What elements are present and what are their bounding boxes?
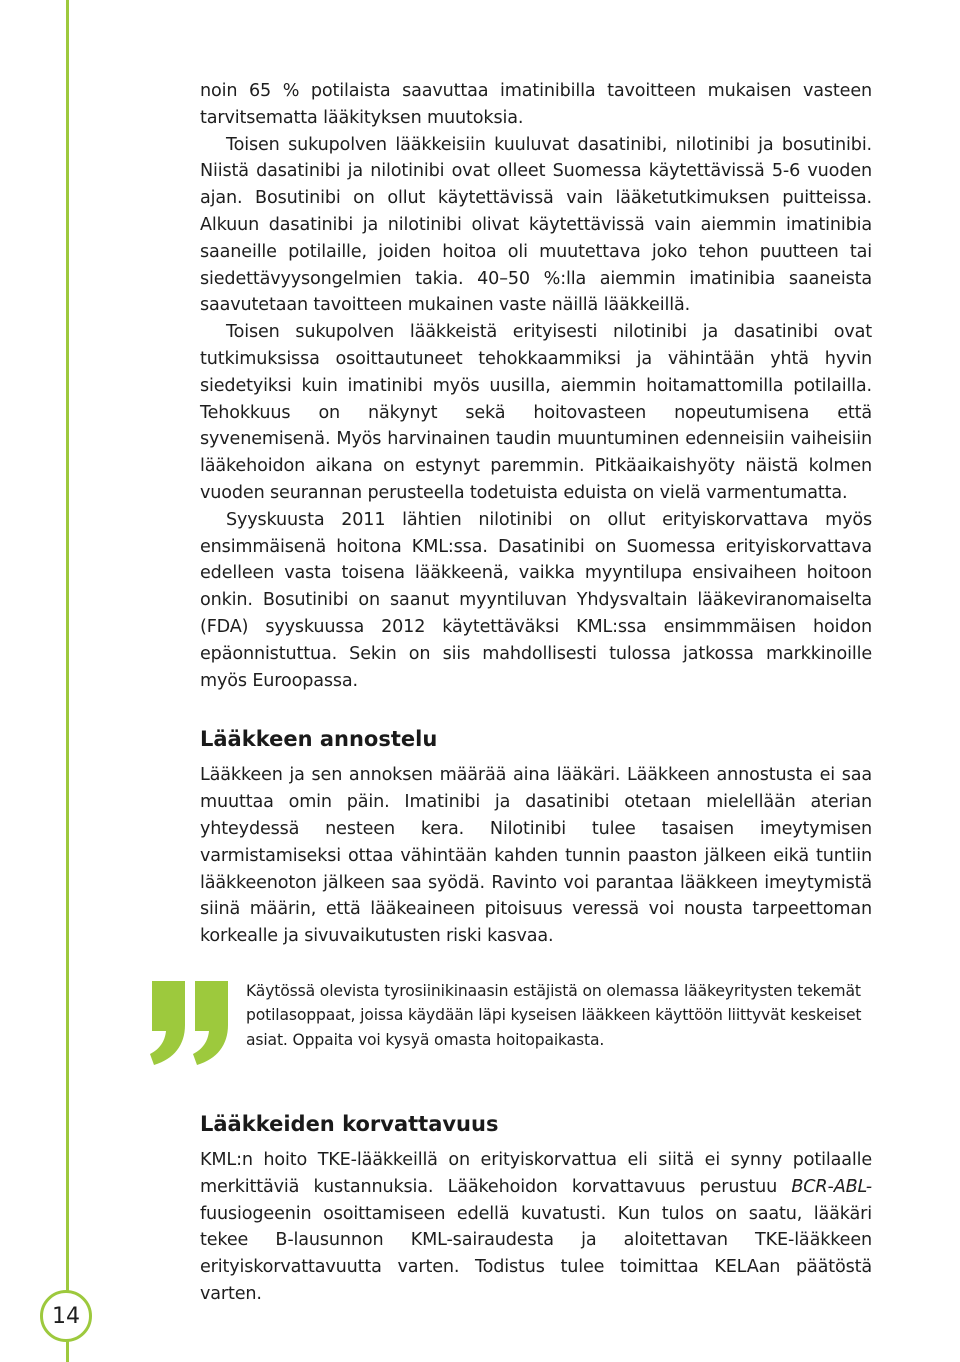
dosage-text — [200, 762, 872, 950]
closing-quote-icon — [150, 979, 232, 1069]
page-number-text: 14 — [52, 1303, 80, 1329]
intro-text — [200, 78, 872, 694]
quote-text: Käytössä olevista tyrosiinikinaasin estäjistä on olemassa lääkeyritysten tekemät potilasoppaat, joissa käydään läpi kyseisen lääkkeen käyttöön liittyvät keskeiset asiat. Oppaita voi kysyä omasta hoitopaikasta. — [246, 981, 862, 1049]
paragraph: Lääkkeen ja sen annoksen määrää aina lääkäri. Lääkkeen annostusta ei saa muuttaa omin päin. Imatinibi ja dasatinibi otetaan mielellään aterian yhteydessä nesteen kera. Nilotinibi tulee tasaisen imeytymisen varmistamiseksi ottaa vähintään kahden tunnin paaston jälkeen eikä tuntiin lääkkeenoton jälkeen saa syödä. Ravinto voi parantaa lääkkeen imeytymistä siinä määrin, että lääkeaineen pitoisuus veressä voi nousta tarpeettoman korkealle ja sivuvaikutusten riski kasvaa. — [200, 765, 872, 947]
paragraph: Toisen sukupolven lääkkeistä erityisesti nilotinibi ja dasatinibi ovat tutkimuksissa osoittautuneet tehokkaammiksi ja vähintään yhtä hyvin siedetyiksi kuin imatinibi myös uusilla, aiemmin hoitamattomilla potilailla. Tehokkuus on näkynyt sekä hoitovasteen nopeutumisena että syvenemisenä. Myös harvinainen taudin muuntuminen edenneisiin vaiheisiin lääkehoidon aikana on estynyt paremmin. Pitkäaikaishyöty näistä kolmen vuoden seurannan perusteella todetuista eduista on vielä varmentumatta. — [200, 322, 872, 503]
paragraph: Syyskuusta 2011 lähtien nilotinibi on ollut erityiskorvattava myös ensimmäisenä hoitona KML:ssa. Dasatinibi on Suomessa erityiskorvattava edelleen vasta toisena lääkkeenä, vaikka myyntilupa ensivaiheen hoitoon onkin. Bosutinibi on saanut myyntiluvan Yhdysvaltain lääkeviranomaiselta (FDA) syyskuussa 2012 käytettäväksi KML:ssa ensimmmäisen hoidon epäonnistuttua. Sekin on siis mahdollisesti tulossa jatkossa markkinoille myös Euroopassa. — [200, 509, 872, 691]
gene-name: BCR-ABL- — [791, 1176, 872, 1197]
text-run: fuusiogeenin osoittamiseen edellä kuvatusti. Kun tulos on saatu, lääkäri tekee B-lausunnon KML-sairaudesta ja aloitettavan TKE-lääkkeen erityiskorvattavuutta varten. Todistus tulee toimittaa KELAan päätöstä varten. — [200, 1203, 872, 1304]
paragraph: noin 65 % potilaista saavuttaa imatinibilla tavoitteen mukaisen vasteen tarvitsematta lääkityksen muutoksia. — [200, 81, 872, 128]
margin-accent-line — [66, 0, 69, 1362]
section-heading-dosage: Lääkkeen annostelu — [200, 727, 438, 752]
text-column — [200, 78, 872, 1308]
pull-quote — [200, 979, 872, 1071]
paragraph: Toisen sukupolven lääkkeisiin kuuluvat dasatinibi, nilotinibi ja bosutinibi. Niistä dasatinibi ja nilotinibi ovat olleet Suomessa käytettävissä 5-6 vuoden ajan. Bosutinibi on ollut käytettävissä vain lääketutkimuksen puitteissa. Alkuun dasatinibi ja nilotinibi olivat käytettävissä vain aiemmin imatinibia saaneille potilaille, joiden hoitoa oli muutettava joko tehon puutteen tai siedettävyysongelmien takia. 40–50 %:lla aiemmin imatinibia saaneista saavutetaan tavoitteen mukainen vaste näillä lääkkeillä. — [200, 134, 872, 316]
section-heading-reimbursement: Lääkkeiden korvattavuus — [200, 1111, 499, 1136]
text-run: KML:n hoito TKE-lääkkeillä on erityiskorvattua eli siitä ei synny potilaalle merkittäviä kustannuksia. Lääkehoidon korvattavuus perustuu — [200, 1149, 872, 1197]
paragraph — [200, 1147, 872, 1308]
page-number — [40, 1290, 92, 1342]
reimbursement-text — [200, 1147, 872, 1308]
